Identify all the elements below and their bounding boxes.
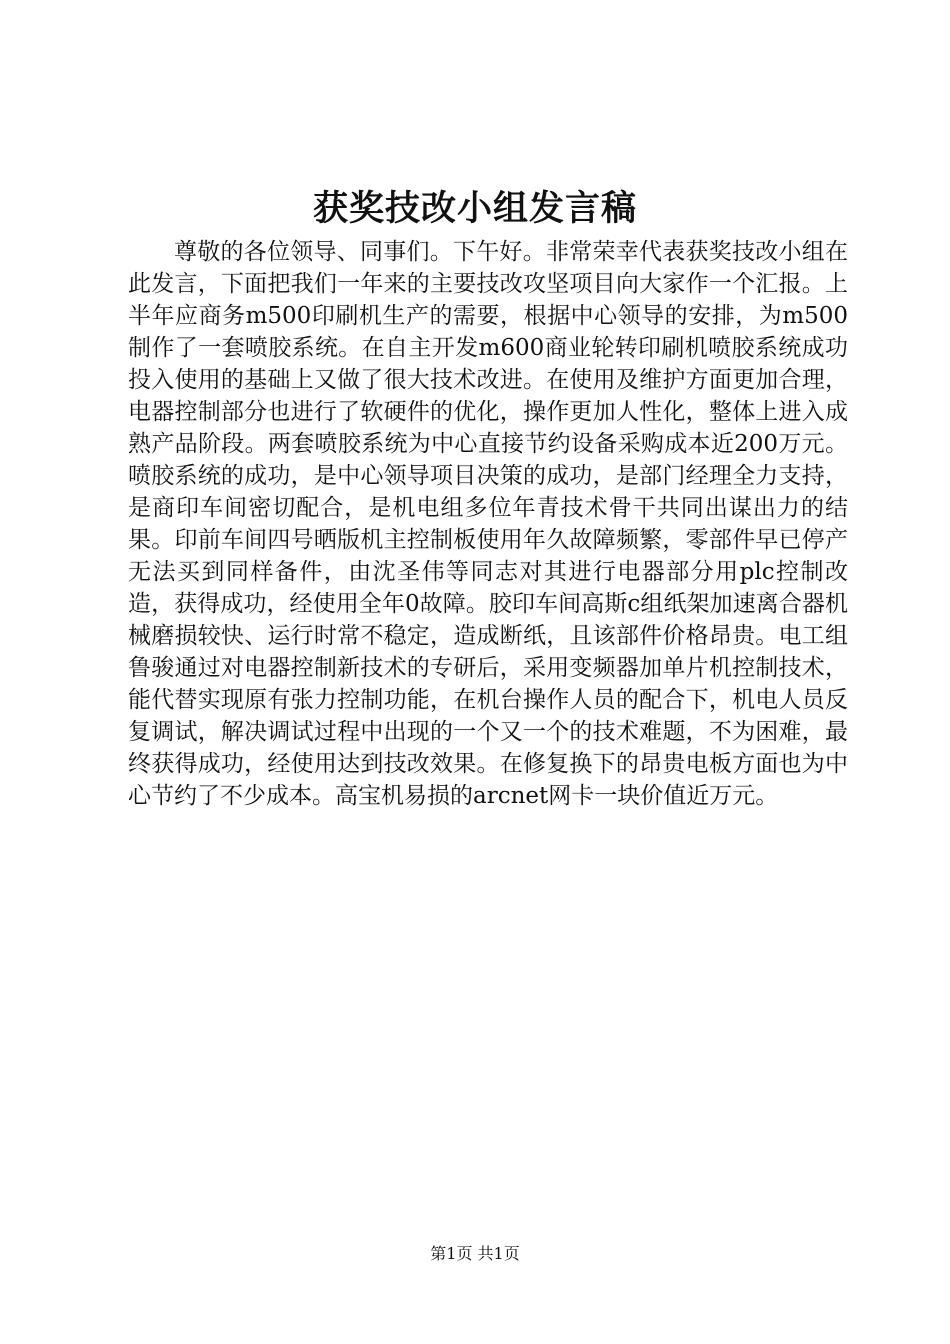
document-body-paragraph: 尊敬的各位领导、同事们。下午好。非常荣幸代表获奖技改小组在此发言，下面把我们一年来的主要技改攻坚项目向大家作一个汇报。上半年应商务m500印刷机生产的需要，根据中心领导的安排，为m500制作了一套喷胶系统。在自主开发m600商业轮转印刷机喷胶系统成功投入使用的基础上又做了很大技术改进。在使用及维护方面更加合理，电器控制部分也进行了软硬件的优化，操作更加人性化，整体上进入成熟产品阶段。两套喷胶系统为中心直接节约设备采购成本近200万元。喷胶系统的成功，是中心领导项目决策的成功，是部门经理全力支持，是商印车间密切配合，是机电组多位年青技术骨干共同出谋出力的结果。印前车间四号晒版机主控制板使用年久故障频繁，零部件早已停产无法买到同样备件，由沈圣伟等同志对其进行电器部分用plc控制改造，获得成功，经使用全年0故障。胶印车间高斯c组纸架加速离合器机械磨损较快、运行时常不稳定，造成断纸，且该部件价格昂贵。电工组鲁骏通过对电器控制新技术的专研后，采用变频器加单片机控制技术，能代替实现原有张力控制功能，在机台操作人员的配合下，机电人员反复调试，解决调试过程中出现的一个又一个的技术难题，不为困难，最终获得成功，经使用达到技改效果。在修复换下的昂贵电板方面也为中心节约了不少成本。高宝机易损的arcnet网卡一块价值近万元。 <box>128 239 848 809</box>
document-title: 获奖技改小组发言稿 <box>312 188 637 229</box>
page-footer: 第1页 共1页 <box>430 1244 520 1263</box>
